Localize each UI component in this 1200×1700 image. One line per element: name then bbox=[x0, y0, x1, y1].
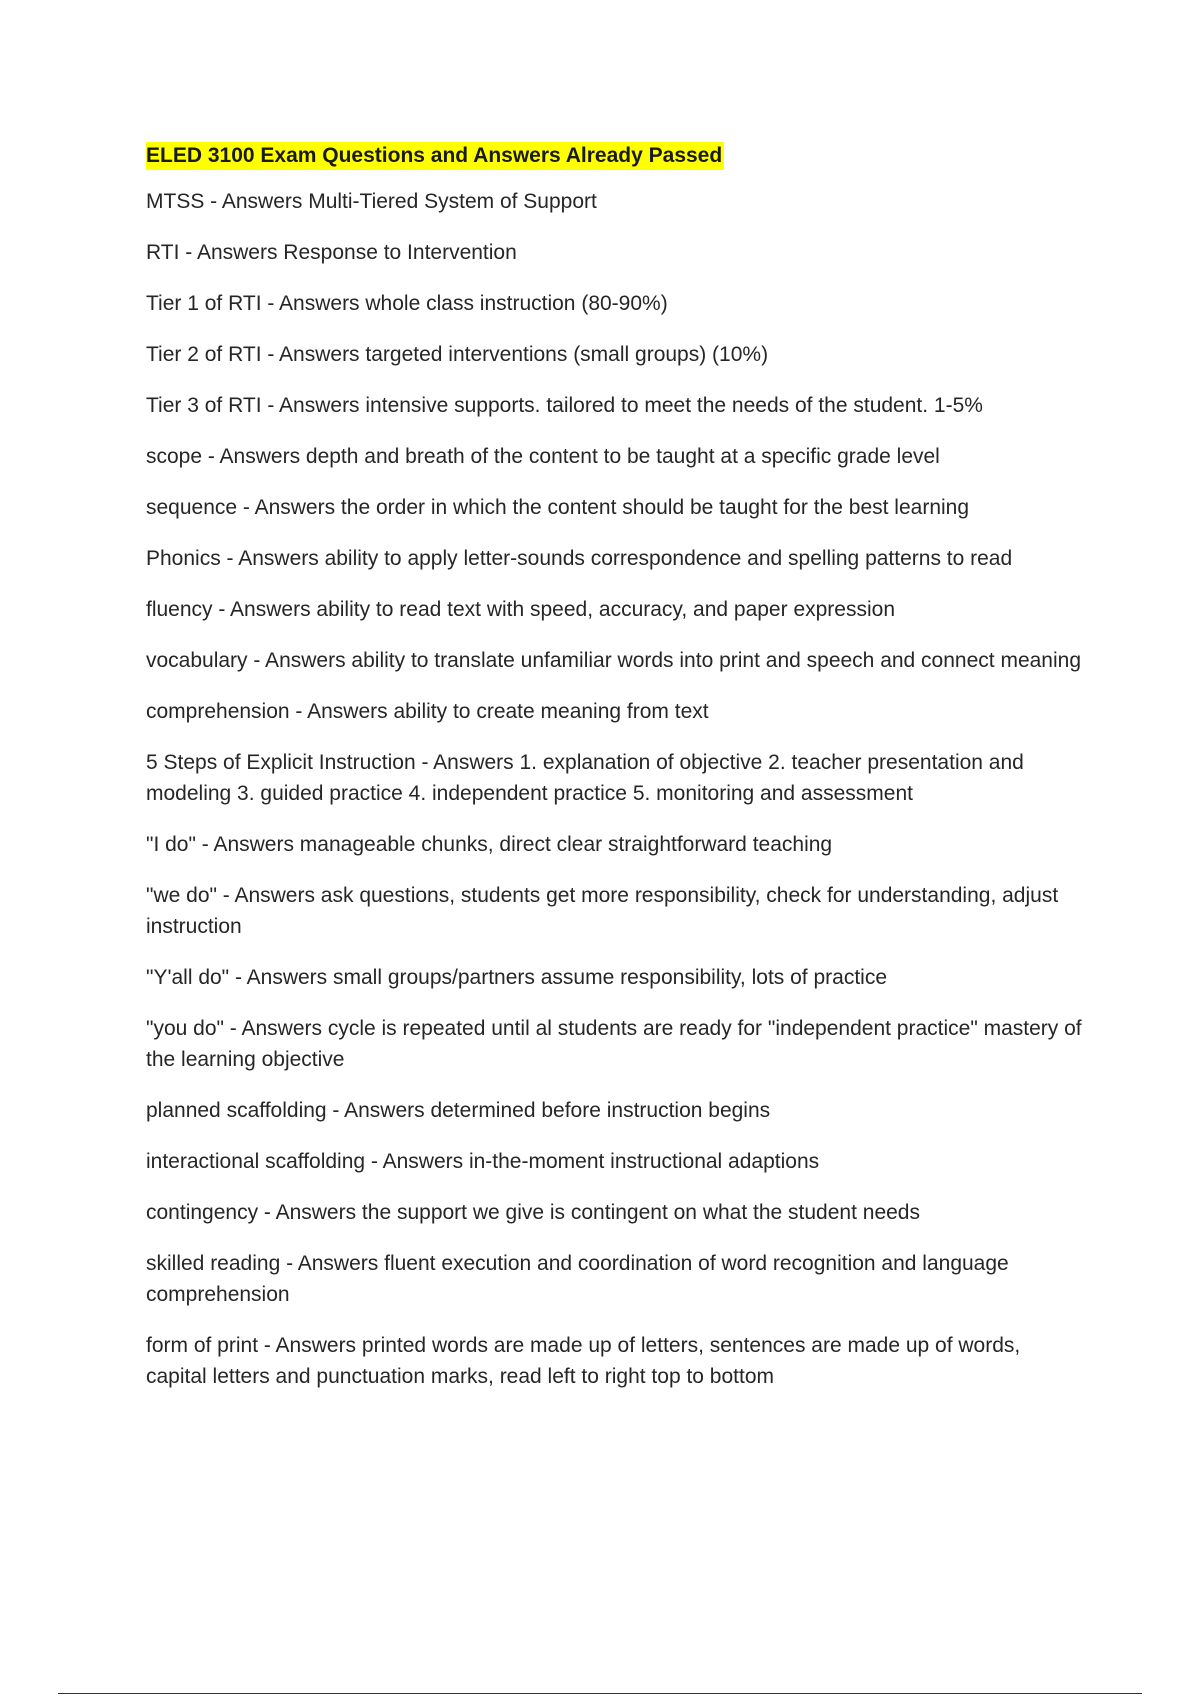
qa-item: fluency - Answers ability to read text with speed, accuracy, and paper expression bbox=[146, 598, 895, 621]
qa-item: Phonics - Answers ability to apply letter-sounds correspondence and spelling patterns to read bbox=[146, 547, 1013, 570]
qa-item: vocabulary - Answers ability to translate unfamiliar words into print and speech and connect meaning bbox=[146, 649, 1082, 672]
document-title: ELED 3100 Exam Questions and Answers Already Passed bbox=[146, 142, 724, 170]
qa-item: RTI - Answers Response to Intervention bbox=[146, 241, 517, 264]
qa-item: skilled reading - Answers fluent execution and coordination of word recognition and language comprehension bbox=[146, 1252, 1009, 1306]
qa-item: "Y'all do" - Answers small groups/partners assume responsibility, lots of practice bbox=[146, 966, 887, 989]
qa-item: Tier 3 of RTI - Answers intensive supports. tailored to meet the needs of the student. 1-5% bbox=[146, 394, 983, 417]
qa-item: "we do" - Answers ask questions, students get more responsibility, check for understanding, adjust instruction bbox=[146, 884, 1059, 938]
qa-list bbox=[146, 186, 1086, 1392]
qa-item: comprehension - Answers ability to create meaning from text bbox=[146, 700, 709, 723]
qa-item: MTSS - Answers Multi-Tiered System of Support bbox=[146, 190, 597, 213]
qa-item: "you do" - Answers cycle is repeated until al students are ready for "independent practice" mastery of the learning objective bbox=[146, 1017, 1082, 1071]
qa-item: scope - Answers depth and breath of the content to be taught at a specific grade level bbox=[146, 445, 940, 468]
qa-item: contingency - Answers the support we give is contingent on what the student needs bbox=[146, 1201, 920, 1224]
qa-item: Tier 1 of RTI - Answers whole class instruction (80-90%) bbox=[146, 292, 668, 315]
qa-item: "I do" - Answers manageable chunks, direct clear straightforward teaching bbox=[146, 833, 833, 856]
document-content bbox=[146, 142, 1086, 1412]
qa-item: interactional scaffolding - Answers in-the-moment instructional adaptions bbox=[146, 1150, 820, 1173]
qa-item: form of print - Answers printed words are made up of letters, sentences are made up of words, capital letters and punctuation marks, read left to right top to bottom bbox=[146, 1334, 1021, 1388]
qa-item: 5 Steps of Explicit Instruction - Answers 1. explanation of objective 2. teacher presentation and modeling 3. guided practice 4. independent practice 5. monitoring and assessment bbox=[146, 751, 1024, 805]
qa-item: Tier 2 of RTI - Answers targeted interventions (small groups) (10%) bbox=[146, 343, 769, 366]
qa-item: sequence - Answers the order in which the content should be taught for the best learning bbox=[146, 496, 970, 519]
footer-divider bbox=[58, 1693, 1142, 1694]
qa-item: planned scaffolding - Answers determined before instruction begins bbox=[146, 1099, 771, 1122]
